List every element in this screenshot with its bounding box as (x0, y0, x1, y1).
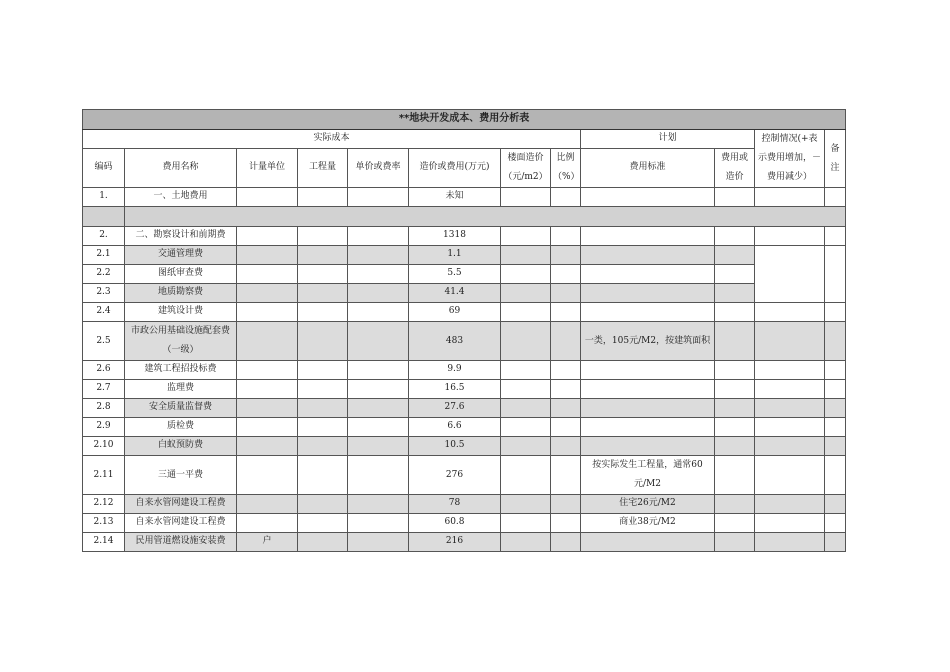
cell-plan-cost (715, 188, 755, 207)
cell-remarks (825, 495, 846, 514)
cell-plan-cost (715, 380, 755, 399)
cell-unit-price (348, 227, 409, 246)
cell-unit-price (348, 322, 409, 361)
cell-control (755, 437, 825, 456)
cell-unit-price (348, 188, 409, 207)
cell-code: 2.5 (83, 322, 125, 361)
cell-code: 1. (83, 188, 125, 207)
cell-unit-price (348, 495, 409, 514)
cell-unit-price (348, 284, 409, 303)
cell-ratio (551, 322, 581, 361)
cell-quantity (298, 284, 348, 303)
cell-fee-name: 建筑工程招投标费 (125, 361, 237, 380)
cell-control (755, 303, 825, 322)
cell-quantity (298, 437, 348, 456)
cell-ratio (551, 265, 581, 284)
cell-ratio (551, 188, 581, 207)
cell-cost: 未知 (409, 188, 501, 207)
cell-code: 2.11 (83, 456, 125, 495)
cell-control (755, 418, 825, 437)
cell-code: 2.3 (83, 284, 125, 303)
header-remarks: 备注 (825, 130, 846, 188)
cell-remarks (825, 227, 846, 246)
table-row (83, 495, 846, 514)
cell-plan-cost (715, 227, 755, 246)
cell-ratio (551, 495, 581, 514)
cell-cost: 1318 (409, 227, 501, 246)
cell-control (755, 533, 825, 552)
cell-fee-standard (581, 361, 715, 380)
cell-quantity (298, 361, 348, 380)
cell-code: 2.1 (83, 246, 125, 265)
table-row (83, 322, 846, 361)
cell-unit (237, 284, 298, 303)
cell-ratio (551, 533, 581, 552)
cell-ratio (551, 456, 581, 495)
cell-floor-cost (501, 361, 551, 380)
cell-cost: 10.5 (409, 437, 501, 456)
table-row (83, 284, 846, 303)
cell-plan-cost (715, 514, 755, 533)
cell-fee-standard (581, 188, 715, 207)
cell-ratio (551, 303, 581, 322)
cell-plan-cost (715, 284, 755, 303)
cell-unit (237, 399, 298, 418)
cell-quantity (298, 303, 348, 322)
cell-quantity (298, 514, 348, 533)
header-unit: 计量单位 (237, 149, 298, 188)
cell-control (755, 514, 825, 533)
cell-floor-cost (501, 514, 551, 533)
cell-fee-name: 白蚁预防费 (125, 437, 237, 456)
header-floor-cost: 楼面造价（元/m2） (501, 149, 551, 188)
table-row (83, 418, 846, 437)
cell-fee-name: 交通管理费 (125, 246, 237, 265)
cell-control (755, 322, 825, 361)
cell-code: 2.13 (83, 514, 125, 533)
cell-unit (237, 514, 298, 533)
cell-remarks (825, 418, 846, 437)
cell-unit-price (348, 399, 409, 418)
cell-code: 2.4 (83, 303, 125, 322)
header-quantity: 工程量 (298, 149, 348, 188)
cell-quantity (298, 456, 348, 495)
table-row (83, 188, 846, 207)
cell-fee-name: 地质勘察费 (125, 284, 237, 303)
cell-fee-standard (581, 418, 715, 437)
cell-remarks (825, 322, 846, 361)
cell-fee-name: 民用管道燃设施安装费 (125, 533, 237, 552)
header-cost: 造价或费用(万元) (409, 149, 501, 188)
cell-fee-name: 安全质量监督费 (125, 399, 237, 418)
cell-unit-price (348, 380, 409, 399)
cell-floor-cost (501, 227, 551, 246)
cell-code: 2.14 (83, 533, 125, 552)
cell-floor-cost (501, 188, 551, 207)
cell-cost: 6.6 (409, 418, 501, 437)
table-row (83, 303, 846, 322)
cell-unit-price (348, 361, 409, 380)
cell-floor-cost (501, 437, 551, 456)
cell-quantity (298, 495, 348, 514)
cell-quantity (298, 418, 348, 437)
cell-floor-cost (501, 418, 551, 437)
cell-floor-cost (501, 533, 551, 552)
cell-ratio (551, 437, 581, 456)
cell-remarks (825, 514, 846, 533)
cell-unit (237, 322, 298, 361)
cell-quantity (298, 380, 348, 399)
header-fee-standard: 费用标准 (581, 149, 715, 188)
cell-cost: 5.5 (409, 265, 501, 284)
cell-plan-cost (715, 495, 755, 514)
cell-quantity (298, 533, 348, 552)
header-actual-cost: 实际成本 (83, 130, 581, 149)
cell-control (755, 246, 825, 303)
cell-fee-name (125, 207, 846, 227)
cell-fee-name: 图纸审查费 (125, 265, 237, 284)
cell-ratio (551, 380, 581, 399)
table-row (83, 399, 846, 418)
cell-fee-standard (581, 533, 715, 552)
cell-control (755, 361, 825, 380)
header-control: 控制情况(+表示费用增加，－费用减少） (755, 130, 825, 188)
cell-fee-standard: 按实际发生工程量，通常60元/M2 (581, 456, 715, 495)
cell-unit-price (348, 418, 409, 437)
cell-unit (237, 265, 298, 284)
cell-fee-name: 一、土地费用 (125, 188, 237, 207)
cell-control (755, 227, 825, 246)
cell-plan-cost (715, 246, 755, 265)
table-row (83, 227, 846, 246)
cell-fee-standard: 住宅26元/M2 (581, 495, 715, 514)
cell-remarks (825, 456, 846, 495)
cell-floor-cost (501, 303, 551, 322)
cell-floor-cost (501, 322, 551, 361)
cell-plan-cost (715, 456, 755, 495)
cell-plan-cost (715, 303, 755, 322)
cell-remarks (825, 188, 846, 207)
cell-fee-standard (581, 437, 715, 456)
cell-plan-cost (715, 533, 755, 552)
cell-cost: 216 (409, 533, 501, 552)
cell-code: 2.12 (83, 495, 125, 514)
cell-fee-name: 建筑设计费 (125, 303, 237, 322)
cell-unit-price (348, 265, 409, 284)
cell-fee-name: 自来水管网建设工程费 (125, 514, 237, 533)
cell-floor-cost (501, 284, 551, 303)
cell-remarks (825, 437, 846, 456)
cell-ratio (551, 284, 581, 303)
cell-cost: 60.8 (409, 514, 501, 533)
cell-floor-cost (501, 246, 551, 265)
cell-quantity (298, 322, 348, 361)
table-row (83, 380, 846, 399)
cell-unit-price (348, 514, 409, 533)
cell-unit (237, 437, 298, 456)
table-row (83, 207, 846, 227)
cell-fee-standard (581, 399, 715, 418)
cell-quantity (298, 265, 348, 284)
cell-fee-name: 二、勘察设计和前期费 (125, 227, 237, 246)
cell-remarks (825, 303, 846, 322)
cell-plan-cost (715, 418, 755, 437)
cell-quantity (298, 246, 348, 265)
cell-floor-cost (501, 380, 551, 399)
cell-plan-cost (715, 399, 755, 418)
cell-plan-cost (715, 437, 755, 456)
cell-cost: 69 (409, 303, 501, 322)
cell-unit-price (348, 303, 409, 322)
cell-cost: 276 (409, 456, 501, 495)
cell-plan-cost (715, 322, 755, 361)
cell-fee-standard: 商业38元/M2 (581, 514, 715, 533)
cell-cost: 483 (409, 322, 501, 361)
cell-floor-cost (501, 495, 551, 514)
table-row (83, 361, 846, 380)
cell-floor-cost (501, 456, 551, 495)
header-plan: 计划 (581, 130, 755, 149)
cell-cost: 9.9 (409, 361, 501, 380)
header-plan-cost: 费用或造价 (715, 149, 755, 188)
cell-plan-cost (715, 361, 755, 380)
cell-unit (237, 495, 298, 514)
table-row (83, 456, 846, 495)
cell-fee-standard (581, 303, 715, 322)
cell-remarks (825, 399, 846, 418)
table-row (83, 533, 846, 552)
cell-ratio (551, 227, 581, 246)
cell-fee-standard (581, 284, 715, 303)
cell-unit (237, 418, 298, 437)
cell-plan-cost (715, 265, 755, 284)
cell-unit (237, 361, 298, 380)
cell-control (755, 399, 825, 418)
cell-fee-standard (581, 246, 715, 265)
header-fee-name: 费用名称 (125, 149, 237, 188)
cell-quantity (298, 399, 348, 418)
cell-ratio (551, 399, 581, 418)
cell-code: 2.9 (83, 418, 125, 437)
cell-control (755, 456, 825, 495)
cell-quantity (298, 188, 348, 207)
cell-fee-name: 三通一平费 (125, 456, 237, 495)
cell-remarks (825, 361, 846, 380)
cell-unit (237, 456, 298, 495)
cell-fee-standard: 一类，105元/M2，按建筑面积 (581, 322, 715, 361)
cell-cost: 16.5 (409, 380, 501, 399)
cost-analysis-table (82, 109, 846, 552)
header-unit-price: 单价或费率 (348, 149, 409, 188)
cell-fee-name: 质检费 (125, 418, 237, 437)
cell-floor-cost (501, 265, 551, 284)
table-title: **地块开发成本、费用分析表 (83, 110, 846, 130)
cell-unit (237, 227, 298, 246)
cell-unit (237, 303, 298, 322)
table-row (83, 265, 846, 284)
header-ratio: 比例（%） (551, 149, 581, 188)
cell-remarks (825, 246, 846, 303)
cell-code: 2.2 (83, 265, 125, 284)
cell-cost: 1.1 (409, 246, 501, 265)
cell-control (755, 495, 825, 514)
cell-ratio (551, 361, 581, 380)
cell-control (755, 380, 825, 399)
cell-unit: 户 (237, 533, 298, 552)
cell-fee-name: 市政公用基础设施配套费（一级） (125, 322, 237, 361)
header-code: 编码 (83, 149, 125, 188)
table-row (83, 437, 846, 456)
cell-ratio (551, 246, 581, 265)
cell-code: 2.7 (83, 380, 125, 399)
cell-cost: 27.6 (409, 399, 501, 418)
cell-code: 2.8 (83, 399, 125, 418)
cell-ratio (551, 418, 581, 437)
cell-code: 2.6 (83, 361, 125, 380)
cell-remarks (825, 533, 846, 552)
cell-unit-price (348, 437, 409, 456)
cell-unit (237, 246, 298, 265)
cell-floor-cost (501, 399, 551, 418)
cell-fee-standard (581, 265, 715, 284)
table-row (83, 246, 846, 265)
cell-fee-name: 监理费 (125, 380, 237, 399)
cell-remarks (825, 380, 846, 399)
cell-code: 2.10 (83, 437, 125, 456)
cell-code (83, 207, 125, 227)
cell-fee-standard (581, 227, 715, 246)
cell-unit-price (348, 533, 409, 552)
cell-fee-standard (581, 380, 715, 399)
cell-cost: 41.4 (409, 284, 501, 303)
table-row (83, 514, 846, 533)
cell-control (755, 188, 825, 207)
cell-unit-price (348, 456, 409, 495)
cell-unit (237, 380, 298, 399)
cell-fee-name: 自来水管网建设工程费 (125, 495, 237, 514)
cell-cost: 78 (409, 495, 501, 514)
cell-ratio (551, 514, 581, 533)
cell-unit-price (348, 246, 409, 265)
cell-unit (237, 188, 298, 207)
cell-code: 2. (83, 227, 125, 246)
cell-quantity (298, 227, 348, 246)
